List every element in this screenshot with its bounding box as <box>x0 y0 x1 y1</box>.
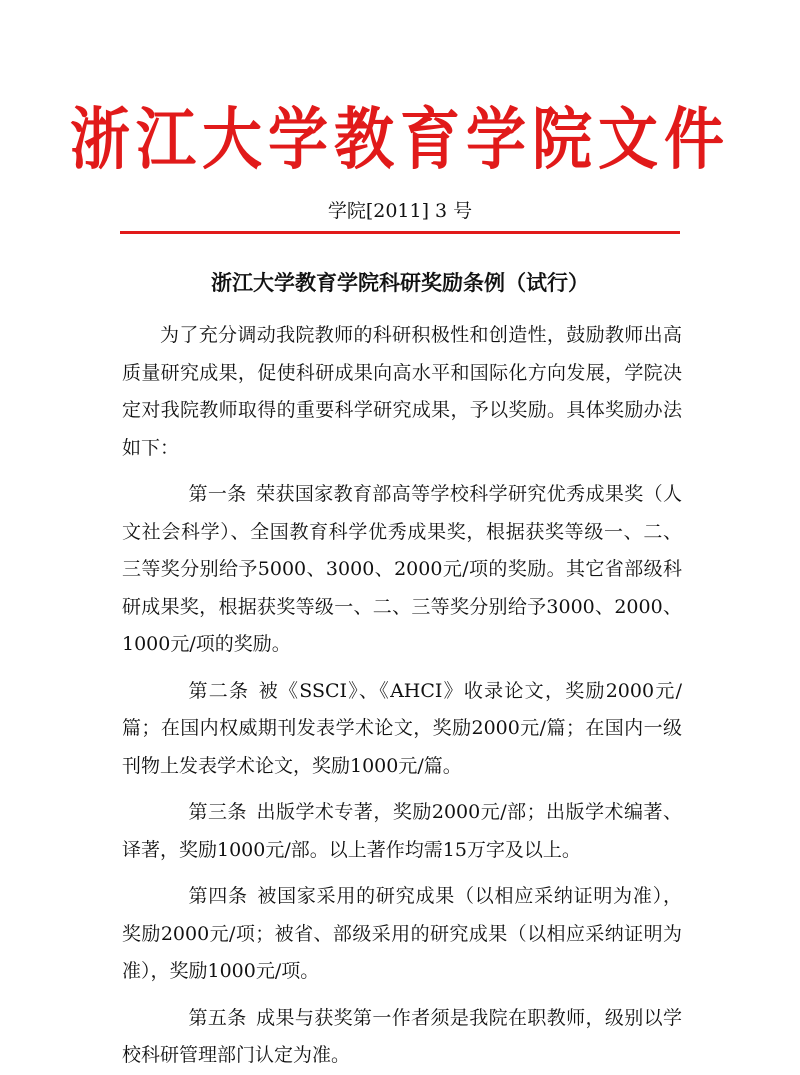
article-label: 第三条 <box>188 801 247 823</box>
article-text: 成果与获奖第一作者须是我院在职教师，级别以学校科研管理部门认定为准。 <box>122 1006 682 1066</box>
article-2 <box>122 673 682 786</box>
intro-paragraph: 为了充分调动我院教师的科研积极性和创造性，鼓励教师出高质量研究成果，促使科研成果向高水平和国际化方向发展，学院决定对我院教师取得的重要科学研究成果，予以奖励。具体奖励办法如下： <box>122 324 682 459</box>
article-text: 被国家采用的研究成果（以相应采纳证明为准），奖励2000元/项；被省、部级采用的研究成果（以相应采纳证明为准），奖励1000元/项。 <box>122 885 682 982</box>
article-text: 被《SSCI》、《AHCI》收录论文，奖励2000元/篇；在国内权威期刊发表学术论文，奖励2000元/篇；在国内一级刊物上发表学术论文，奖励1000元/篇。 <box>122 679 682 777</box>
article-label: 第二条 <box>188 679 250 702</box>
document-title: 浙江大学教育学院科研奖励条例（试行） <box>211 271 589 295</box>
article-4 <box>122 878 682 991</box>
document-header: 浙江大学教育学院文件 <box>70 100 730 180</box>
article-3 <box>122 794 682 869</box>
article-5 <box>122 1000 682 1075</box>
article-text: 出版学术专著，奖励2000元/部；出版学术编著、译著，奖励1000元/部。以上著作均需15万字及以上。 <box>122 801 682 861</box>
article-text: 荣获国家教育部高等学校科学研究优秀成果奖（人文社会科学）、全国教育科学优秀成果奖，根据获奖等级一、二、三等奖分别给予5000、3000、2000元/项的奖励。其它省部级科研成果奖，根据获奖等级一、二、三等奖分别给予3000、2000、1000元/项的奖励。 <box>122 483 682 655</box>
header-divider <box>120 231 680 234</box>
article-label: 第五条 <box>188 1006 247 1029</box>
article-1 <box>122 476 682 664</box>
article-label: 第四条 <box>188 885 248 907</box>
document-number: 学院[2011] 3 号 <box>327 200 473 222</box>
article-label: 第一条 <box>188 483 247 505</box>
document-body <box>122 317 682 1075</box>
